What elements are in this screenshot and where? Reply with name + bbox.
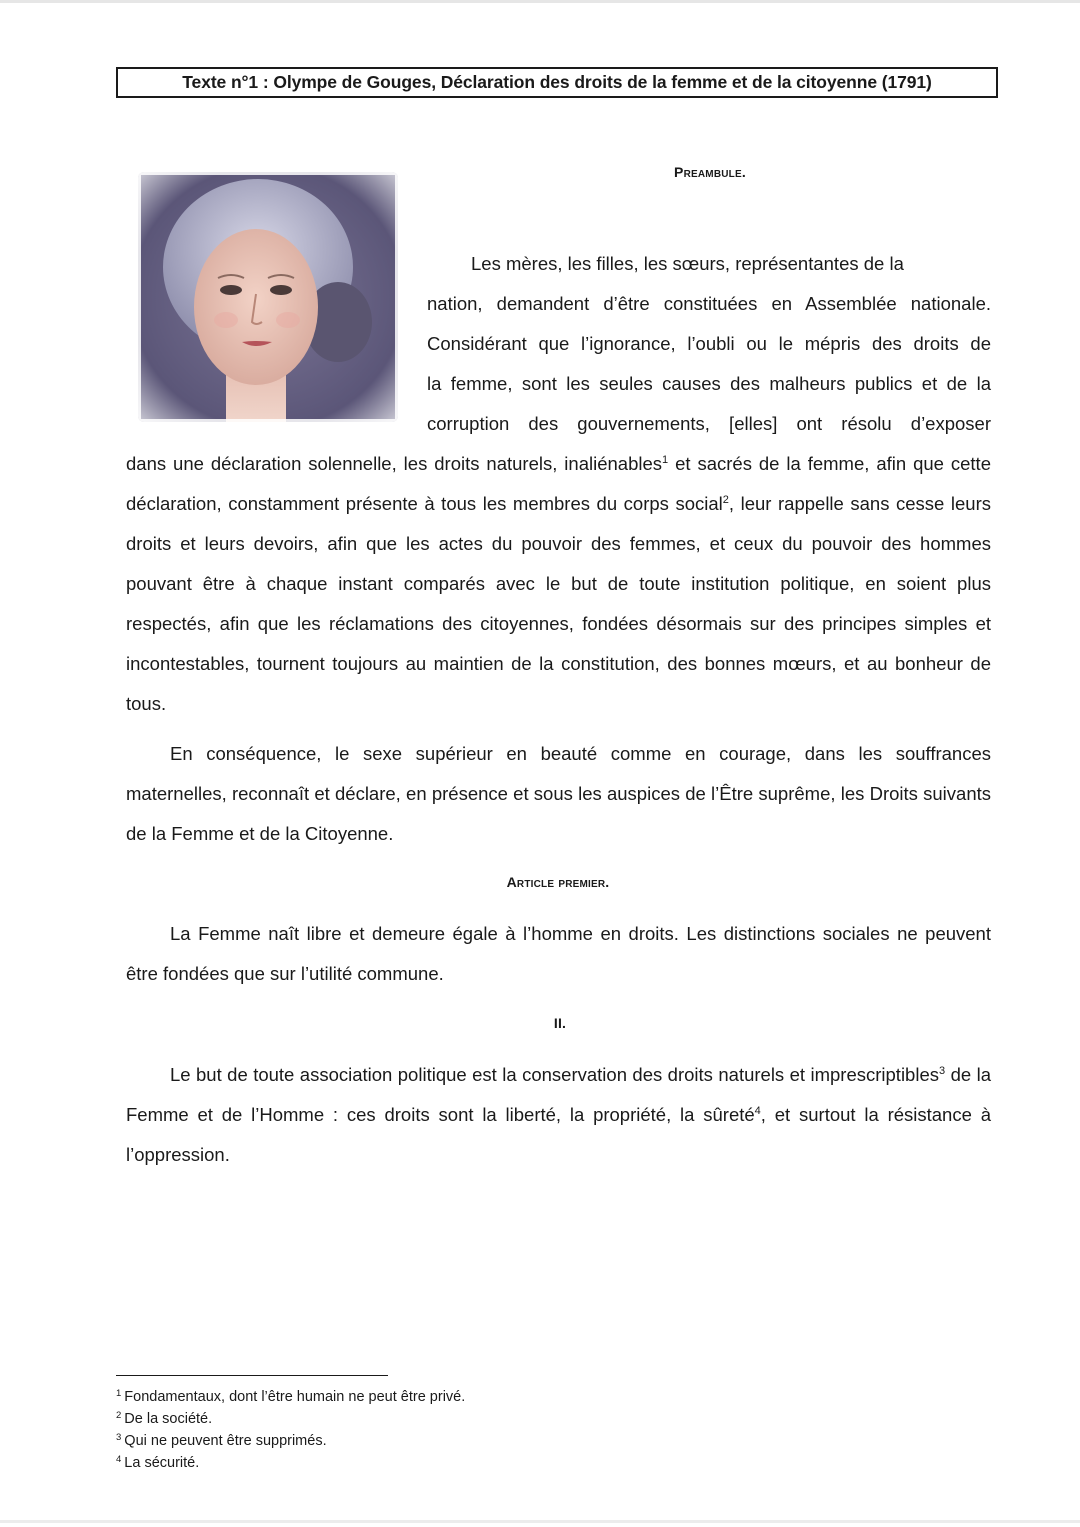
footnote-item bbox=[116, 1452, 465, 1474]
preamble-paragraph-1 bbox=[126, 444, 991, 724]
footnotes bbox=[116, 1386, 465, 1474]
footnote-number: 4 bbox=[116, 1454, 122, 1465]
preamble-wrapped-text bbox=[427, 244, 991, 444]
footnote-ref: 4 bbox=[754, 1105, 761, 1117]
footnote-number: 1 bbox=[116, 1388, 122, 1399]
footnote-ref: 1 bbox=[662, 454, 669, 466]
preamble-line: corruption des gouvernements, [elles] ont résolu d’exposer bbox=[427, 413, 991, 434]
preamble-text: et sacrés de la femme, afin que cette déclaration, constamment présente à tous les membres du corps social bbox=[126, 453, 991, 514]
footnote-divider bbox=[116, 1375, 388, 1376]
footnote-number: 3 bbox=[116, 1432, 122, 1443]
footnote-text: La sécurité. bbox=[124, 1455, 200, 1471]
preamble-text: , leur rappelle sans cesse leurs droits et leurs devoirs, afin que les actes du pouvoir des femmes, et ceux du pouvoir des hommes pouvant être à chaque instant comparés avec le but de toute institution politique, en soient plus respectés, afin que les réclamations des citoyennes, fondées désormais sur des principes simples et incontestables, tournent toujours au maintien de la constitution, des bonnes mœurs, et au bonheur de tous. bbox=[126, 493, 991, 714]
preamble-paragraph-2 bbox=[126, 734, 991, 854]
preamble-line: la femme, sont les seules causes des malheurs publics et de la bbox=[427, 373, 991, 394]
footnote-item bbox=[116, 1408, 465, 1430]
footnote-item bbox=[116, 1386, 465, 1408]
footnote-item bbox=[116, 1430, 465, 1452]
article-1-text: La Femme naît libre et demeure égale à l’homme en droits. Les distinctions sociales ne peuvent être fondées que sur l’utilité commune. bbox=[126, 923, 991, 984]
footnote-ref: 2 bbox=[722, 494, 729, 506]
footnote-text: Fondamentaux, dont l’être humain ne peut être privé. bbox=[124, 1389, 466, 1405]
article-2-paragraph bbox=[126, 1055, 991, 1175]
article-2-heading: II. bbox=[553, 1015, 567, 1031]
article-2-text: de la Femme et de l’Homme : ces droits sont la liberté, la propriété, la sûreté bbox=[126, 1064, 991, 1125]
preamble-line: Les mères, les filles, les sœurs, représentantes de la bbox=[471, 253, 904, 274]
footnote-text: De la société. bbox=[124, 1411, 213, 1427]
preamble-line: Considérant que l’ignorance, l’oubli ou le mépris des droits de bbox=[427, 333, 991, 354]
page-edge bbox=[0, 0, 1080, 3]
article-2-text: , et surtout la résistance à l’oppression. bbox=[126, 1104, 991, 1165]
page-edge bbox=[0, 1520, 1080, 1523]
article-2-text: Le but de toute association politique est la conservation des droits naturels et imprescriptibles bbox=[170, 1064, 939, 1085]
article-1-paragraph bbox=[126, 914, 991, 994]
portrait-image bbox=[138, 172, 398, 422]
footnote-ref: 3 bbox=[939, 1065, 946, 1077]
preamble-text: En conséquence, le sexe supérieur en beauté comme en courage, dans les souffrances maternelles, reconnaît et déclare, en présence et sous les auspices de l’Être suprême, les Droits suivants de la Femme et de la Citoyenne. bbox=[126, 743, 991, 844]
footnote-number: 2 bbox=[116, 1410, 122, 1421]
preamble-text: dans une déclaration solennelle, les droits naturels, inaliénables bbox=[126, 453, 663, 474]
article-1-heading: Article premier. bbox=[506, 874, 610, 890]
preamble-heading: Preambule. bbox=[674, 164, 746, 180]
preamble-line: nation, demandent d’être constituées en Assemblée nationale. bbox=[427, 293, 991, 314]
footnote-text: Qui ne peuvent être supprimés. bbox=[124, 1433, 327, 1449]
document-title: Texte n°1 : Olympe de Gouges, Déclaration des droits de la femme et de la citoyenne (1791) bbox=[116, 67, 998, 98]
